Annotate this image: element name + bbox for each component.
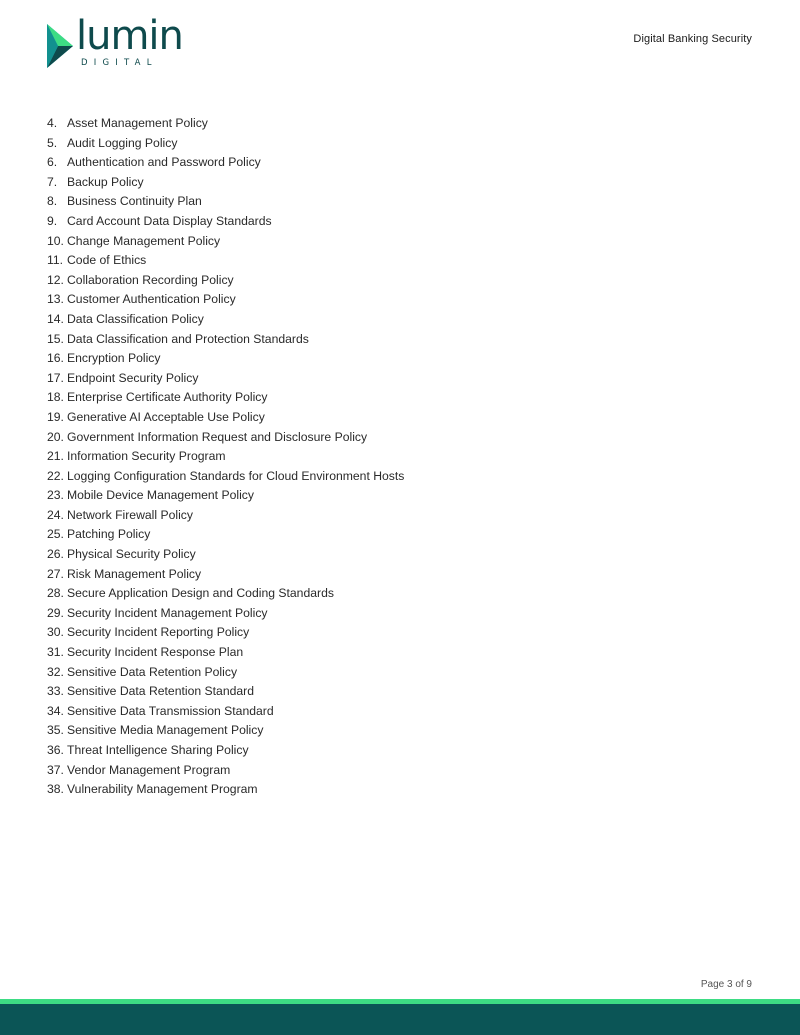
- list-item: [47, 467, 404, 487]
- logo-subtitle: DIGITAL: [81, 58, 158, 68]
- list-item-number: 7.: [47, 174, 58, 189]
- list-item: [47, 761, 404, 781]
- list-item-label: Vulnerability Management Program: [67, 782, 258, 797]
- list-item: [47, 643, 404, 663]
- list-item-label: Business Continuity Plan: [67, 194, 202, 209]
- list-item-number: 15.: [47, 331, 64, 346]
- list-item-number: 8.: [47, 194, 58, 209]
- list-item-label: Threat Intelligence Sharing Policy: [67, 743, 249, 757]
- list-item-number: 30.: [47, 625, 64, 640]
- list-item-label: Sensitive Media Management Policy: [67, 723, 264, 738]
- list-item-number: 31.: [47, 645, 64, 660]
- list-item: [47, 741, 404, 761]
- list-item: [47, 721, 404, 741]
- list-item: [47, 408, 404, 428]
- list-item-label: Change Management Policy: [67, 233, 221, 248]
- list-item: [47, 702, 404, 722]
- list-item: [47, 251, 404, 271]
- list-item-number: 35.: [47, 723, 64, 738]
- list-item-number: 19.: [47, 409, 64, 424]
- list-item: [47, 349, 404, 369]
- list-item-number: 29.: [47, 605, 64, 620]
- list-item: [47, 232, 404, 252]
- list-item: [47, 271, 404, 291]
- list-item-number: 32.: [47, 664, 64, 679]
- list-item: [47, 173, 404, 193]
- list-item-number: 16.: [47, 351, 64, 366]
- list-item-label: Network Firewall Policy: [67, 507, 193, 522]
- list-item-label: Backup Policy: [67, 174, 144, 189]
- list-item-label: Patching Policy: [67, 527, 151, 542]
- list-item-number: 17.: [47, 370, 64, 385]
- list-item-number: 13.: [47, 292, 64, 307]
- list-item: [47, 545, 404, 565]
- list-item: [47, 486, 404, 506]
- list-item: [47, 604, 404, 624]
- list-item-label: Encryption Policy: [67, 351, 161, 366]
- list-item-number: 22.: [47, 468, 64, 483]
- list-item-label: Security Incident Management Policy: [67, 605, 268, 620]
- list-item: [47, 447, 404, 467]
- list-item-label: Logging Configuration Standards for Cloud Environment Hosts: [67, 468, 405, 483]
- list-item-number: 27.: [47, 566, 64, 581]
- list-item-label: Sensitive Data Transmission Standard: [67, 703, 274, 718]
- list-item-label: Authentication and Password Policy: [67, 155, 261, 170]
- list-item-number: 36.: [47, 743, 64, 757]
- list-item-number: 37.: [47, 762, 64, 777]
- document-header-title: Digital Banking Security: [633, 33, 752, 45]
- list-item-label: Generative AI Acceptable Use Policy: [67, 409, 265, 424]
- list-item-label: Risk Management Policy: [67, 566, 202, 581]
- list-item-number: 18.: [47, 390, 64, 405]
- footer-bar: [0, 1004, 800, 1035]
- list-item: [47, 780, 404, 800]
- list-item-number: 25.: [47, 527, 64, 542]
- list-item: [47, 663, 404, 683]
- lumin-digital-logo: [46, 13, 183, 72]
- list-item: [47, 330, 404, 350]
- page-number: Page 3 of 9: [700, 979, 752, 990]
- list-item: [47, 565, 404, 585]
- logo-wordmark: lumin: [76, 13, 183, 59]
- list-item-label: Physical Security Policy: [67, 547, 196, 562]
- lumin-triangle-icon: [46, 24, 74, 68]
- list-item-number: 11.: [47, 253, 64, 268]
- list-item-label: Asset Management Policy: [67, 116, 208, 130]
- list-item: [47, 525, 404, 545]
- list-item-number: 5.: [47, 135, 58, 150]
- list-item-label: Information Security Program: [67, 449, 226, 464]
- list-item: [47, 682, 404, 702]
- list-item-number: 12.: [47, 272, 64, 287]
- list-item-label: Enterprise Certificate Authority Policy: [67, 390, 268, 405]
- list-item-label: Endpoint Security Policy: [67, 370, 199, 385]
- list-item-number: 9.: [47, 213, 58, 228]
- list-item-number: 20.: [47, 429, 64, 444]
- list-item-number: 34.: [47, 703, 64, 718]
- list-item-label: Security Incident Reporting Policy: [67, 625, 250, 640]
- list-item-number: 10.: [47, 233, 64, 248]
- list-item: [47, 584, 404, 604]
- list-item-number: 24.: [47, 507, 64, 522]
- list-item-label: Audit Logging Policy: [67, 135, 178, 150]
- list-item-number: 28.: [47, 586, 64, 601]
- list-item: [47, 623, 404, 643]
- list-item-number: 6.: [47, 155, 58, 170]
- list-item-label: Data Classification Policy: [67, 311, 204, 326]
- list-item-label: Sensitive Data Retention Policy: [67, 664, 238, 679]
- list-item-number: 33.: [47, 684, 64, 699]
- list-item-number: 4.: [47, 116, 58, 130]
- list-item-label: Mobile Device Management Policy: [67, 488, 254, 503]
- list-item-label: Collaboration Recording Policy: [67, 272, 234, 287]
- list-item: [47, 192, 404, 212]
- list-item: [47, 428, 404, 448]
- list-item-label: Data Classification and Protection Standards: [67, 331, 309, 346]
- list-item: [47, 114, 404, 134]
- list-item: [47, 212, 404, 232]
- list-item-number: 26.: [47, 547, 64, 562]
- list-item: [47, 134, 404, 154]
- list-item-label: Secure Application Design and Coding Standards: [67, 586, 334, 601]
- list-item-label: Government Information Request and Disclosure Policy: [67, 429, 368, 444]
- list-item: [47, 369, 404, 389]
- list-item: [47, 290, 404, 310]
- list-item-label: Card Account Data Display Standards: [67, 213, 272, 228]
- list-item-label: Security Incident Response Plan: [67, 645, 244, 660]
- policy-list: [47, 114, 404, 800]
- list-item: [47, 153, 404, 173]
- list-item-number: 38.: [47, 782, 64, 797]
- list-item-number: 21.: [47, 449, 64, 464]
- list-item: [47, 388, 404, 408]
- list-item-label: Customer Authentication Policy: [67, 292, 236, 307]
- list-item-label: Vendor Management Program: [67, 762, 231, 777]
- list-item: [47, 506, 404, 526]
- list-item-number: 14.: [47, 311, 64, 326]
- list-item-label: Code of Ethics: [67, 253, 147, 268]
- list-item-number: 23.: [47, 488, 64, 503]
- list-item-label: Sensitive Data Retention Standard: [67, 684, 254, 699]
- list-item: [47, 310, 404, 330]
